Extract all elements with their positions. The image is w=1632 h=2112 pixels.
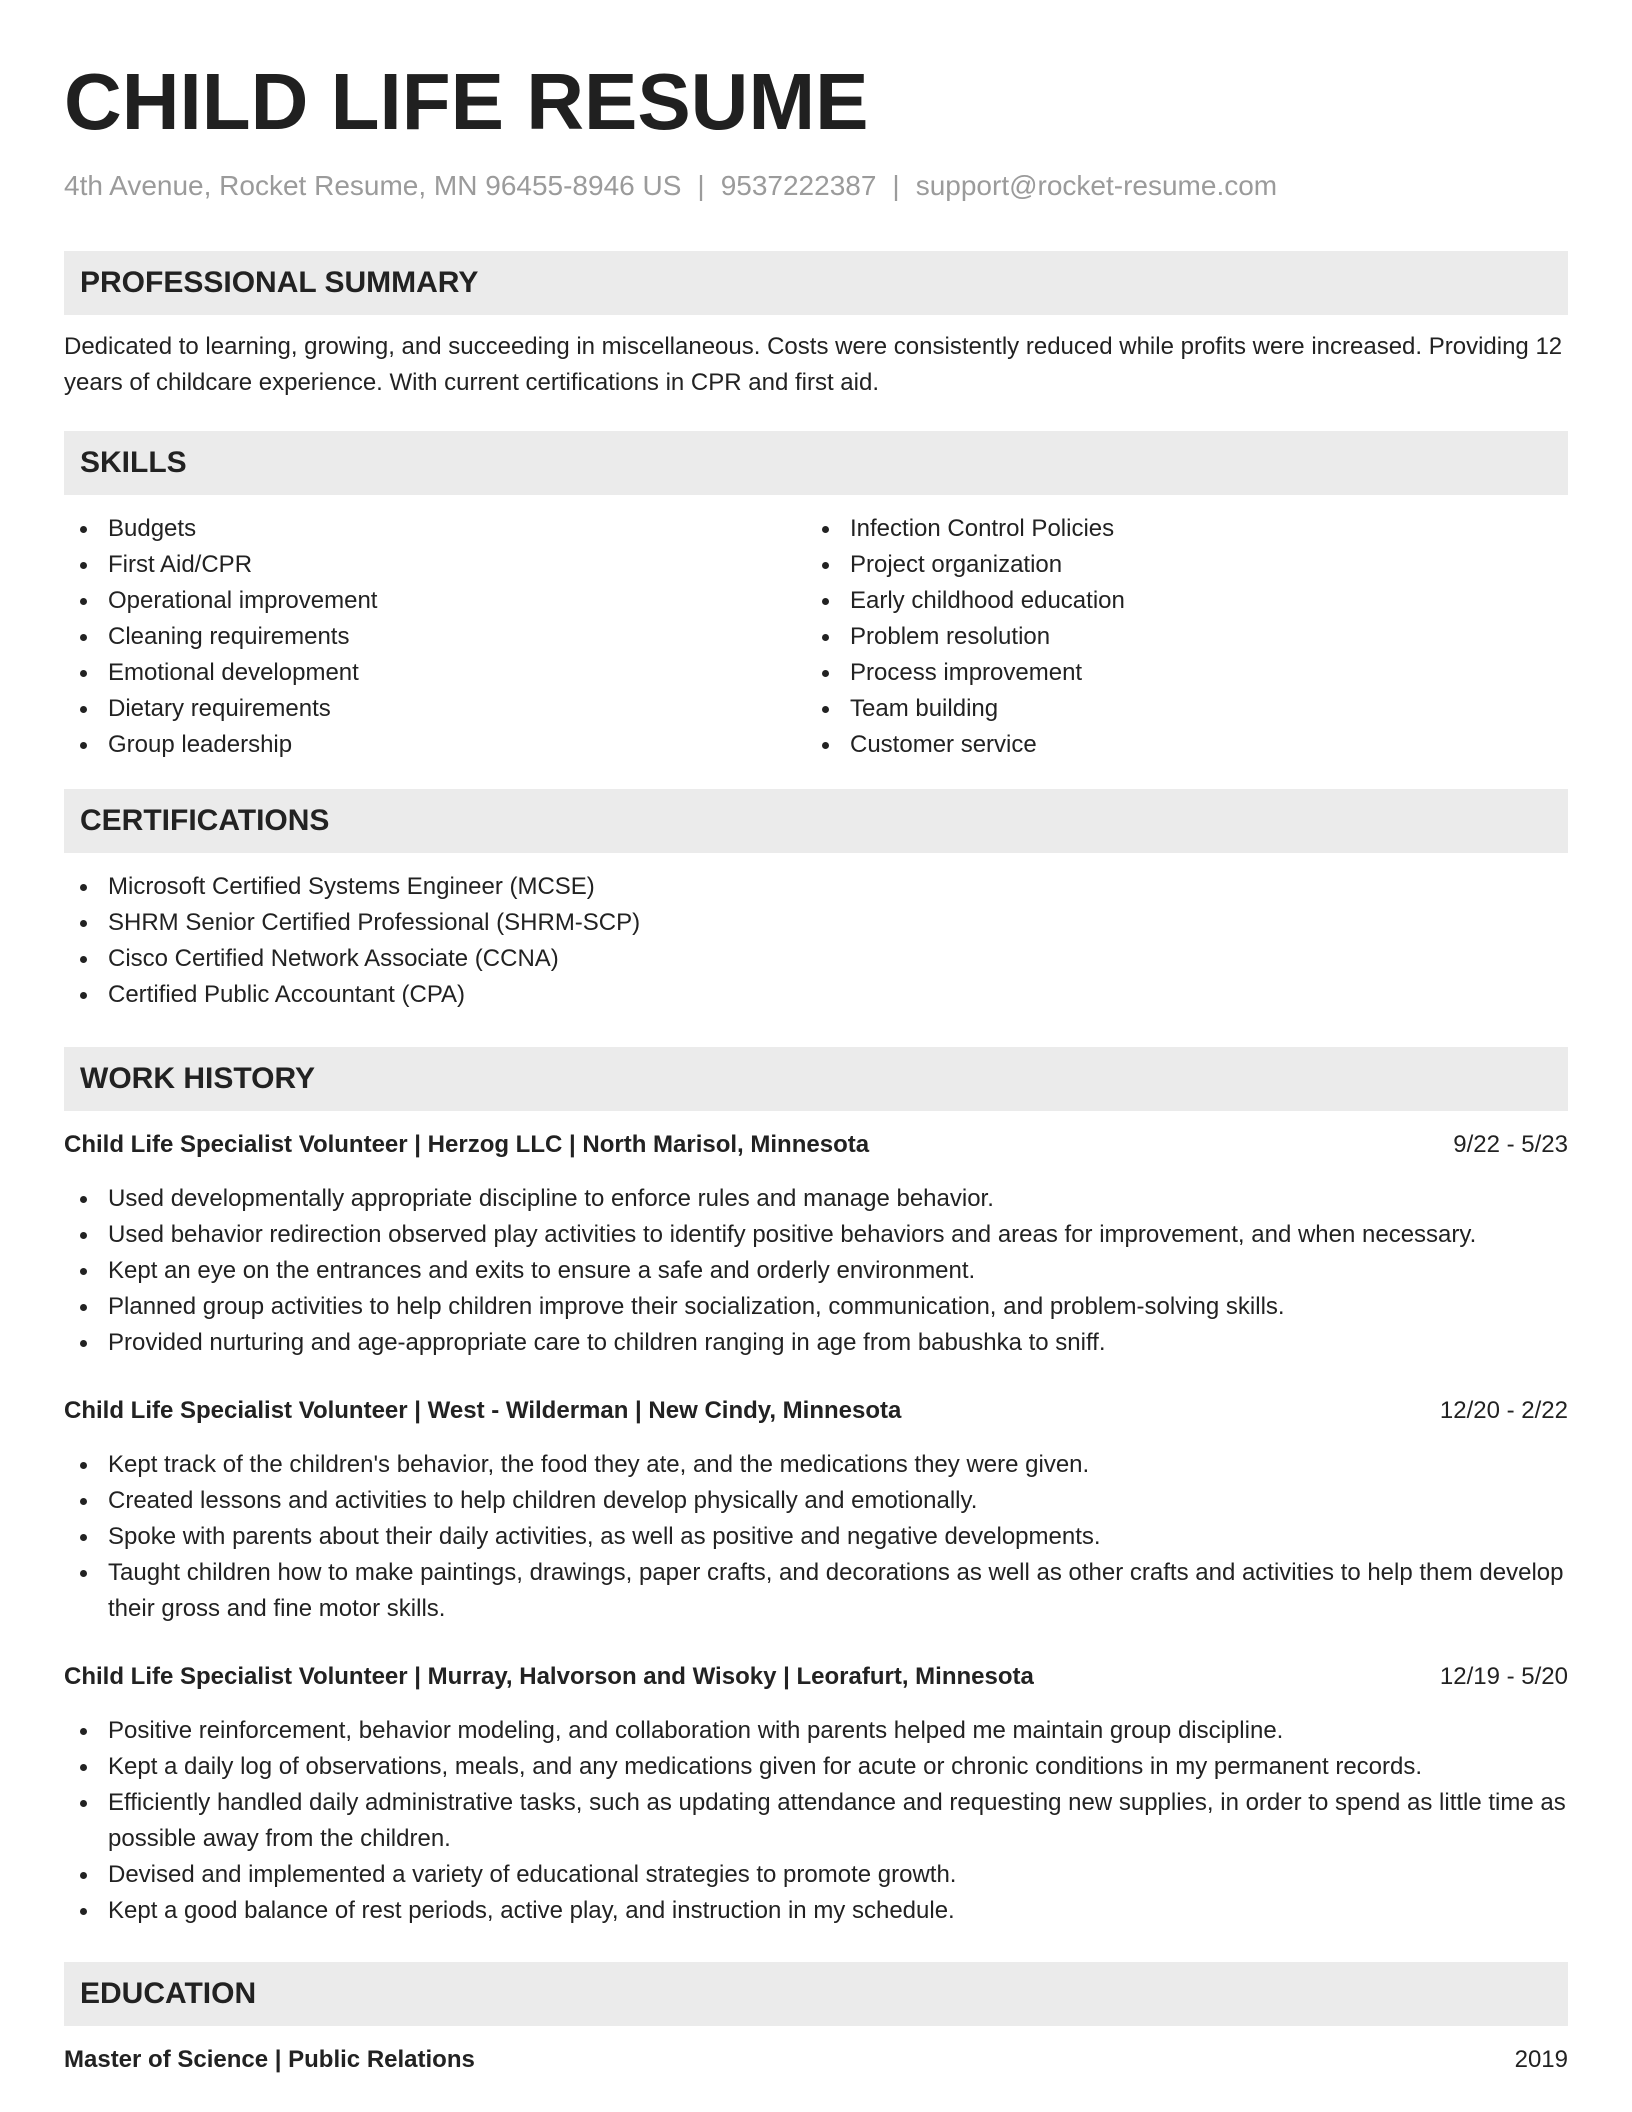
certifications-heading: CERTIFICATIONS xyxy=(64,789,1568,853)
skill-item: Process improvement xyxy=(806,655,1548,691)
resume-name: CHILD LIFE RESUME xyxy=(64,57,869,146)
skill-item: Dietary requirements xyxy=(64,691,806,727)
skill-item: Group leadership xyxy=(64,727,806,763)
job-bullet: Spoke with parents about their daily activities, as well as positive and negative developments. xyxy=(64,1519,1568,1555)
skill-item: First Aid/CPR xyxy=(64,547,806,583)
job-header xyxy=(64,1127,1568,1163)
job-bullet: Created lessons and activities to help children develop physically and emotionally. xyxy=(64,1483,1568,1519)
job-entry xyxy=(64,1393,1568,1627)
job-title: Child Life Specialist Volunteer | Murray, Halvorson and Wisoky | Leorafurt, Minnesota xyxy=(64,1663,1034,1690)
skill-item: Emotional development xyxy=(64,655,806,691)
certification-item: Microsoft Certified Systems Engineer (MCSE) xyxy=(64,869,1568,905)
certifications-list xyxy=(64,869,1568,1013)
contact-separator: | xyxy=(697,170,705,201)
contact-email: support@rocket-resume.com xyxy=(915,170,1278,201)
job-bullet: Efficiently handled daily administrative tasks, such as updating attendance and requesting new supplies, in order to spend as little time as possible away from the children. xyxy=(64,1785,1568,1857)
job-bullet: Positive reinforcement, behavior modeling, and collaboration with parents helped me maintain group discipline. xyxy=(64,1713,1568,1749)
job-bullet: Used behavior redirection observed play activities to identify positive behaviors and areas for improvement, and when necessary. xyxy=(64,1217,1568,1253)
job-dates: 12/19 - 5/20 xyxy=(1439,1663,1568,1690)
job-entry xyxy=(64,1659,1568,1929)
job-bullet: Kept a daily log of observations, meals, and any medications given for acute or chronic conditions in my permanent records. xyxy=(64,1749,1568,1785)
skill-item: Team building xyxy=(806,691,1548,727)
skills-columns xyxy=(64,511,1568,763)
contact-separator: | xyxy=(892,170,900,201)
resume-page xyxy=(64,0,1568,2078)
job-dates: 12/20 - 2/22 xyxy=(1439,1397,1568,1424)
skills-right-list xyxy=(806,511,1548,763)
job-bullet: Kept a good balance of rest periods, active play, and instruction in my schedule. xyxy=(64,1893,1568,1929)
skill-item: Early childhood education xyxy=(806,583,1548,619)
skill-item: Operational improvement xyxy=(64,583,806,619)
job-title: Child Life Specialist Volunteer | West - Wilderman | New Cindy, Minnesota xyxy=(64,1397,902,1424)
job-bullet: Kept track of the children's behavior, the food they ate, and the medications they were given. xyxy=(64,1447,1568,1483)
education-year: 2019 xyxy=(1514,2046,1568,2073)
job-bullets xyxy=(64,1181,1568,1361)
job-bullet: Taught children how to make paintings, drawings, paper crafts, and decorations as well as other crafts and activities to help them develop their gross and fine motor skills. xyxy=(64,1555,1568,1627)
summary-text: Dedicated to learning, growing, and succeeding in miscellaneous. Costs were consistently reduced while profits were increased. Providing 12 years of childcare experience. With current certifications in CPR and first aid. xyxy=(64,333,1563,396)
job-bullets xyxy=(64,1447,1568,1627)
job-bullet: Used developmentally appropriate discipline to enforce rules and manage behavior. xyxy=(64,1181,1568,1217)
skill-item: Project organization xyxy=(806,547,1548,583)
summary-heading: PROFESSIONAL SUMMARY xyxy=(64,251,1568,315)
education-heading: EDUCATION xyxy=(64,1962,1568,2026)
job-header xyxy=(64,1393,1568,1429)
skill-item: Customer service xyxy=(806,727,1548,763)
skill-item: Problem resolution xyxy=(806,619,1548,655)
contact-address: 4th Avenue, Rocket Resume, MN 96455-8946 US xyxy=(64,170,682,201)
job-title: Child Life Specialist Volunteer | Herzog LLC | North Marisol, Minnesota xyxy=(64,1131,870,1158)
skill-item: Infection Control Policies xyxy=(806,511,1548,547)
skills-left-list xyxy=(64,511,806,763)
skill-item: Cleaning requirements xyxy=(64,619,806,655)
job-dates: 9/22 - 5/23 xyxy=(1453,1131,1568,1158)
certification-item: SHRM Senior Certified Professional (SHRM-SCP) xyxy=(64,905,1568,941)
job-bullet: Planned group activities to help children improve their socialization, communication, and problem-solving skills. xyxy=(64,1289,1568,1325)
contact-phone: 9537222387 xyxy=(720,170,877,201)
education-degree: Master of Science | Public Relations xyxy=(64,2046,475,2073)
job-bullets xyxy=(64,1713,1568,1929)
job-bullet: Kept an eye on the entrances and exits to ensure a safe and orderly environment. xyxy=(64,1253,1568,1289)
skills-heading: SKILLS xyxy=(64,431,1568,495)
job-bullet: Provided nurturing and age-appropriate care to children ranging in age from babushka to sniff. xyxy=(64,1325,1568,1361)
work-history-heading: WORK HISTORY xyxy=(64,1047,1568,1111)
job-header xyxy=(64,1659,1568,1695)
skill-item: Budgets xyxy=(64,511,806,547)
education-entry xyxy=(64,2042,1568,2078)
job-entry xyxy=(64,1127,1568,1361)
certification-item: Certified Public Accountant (CPA) xyxy=(64,977,1568,1013)
contact-line xyxy=(64,168,1568,204)
certification-item: Cisco Certified Network Associate (CCNA) xyxy=(64,941,1568,977)
job-bullet: Devised and implemented a variety of educational strategies to promote growth. xyxy=(64,1857,1568,1893)
